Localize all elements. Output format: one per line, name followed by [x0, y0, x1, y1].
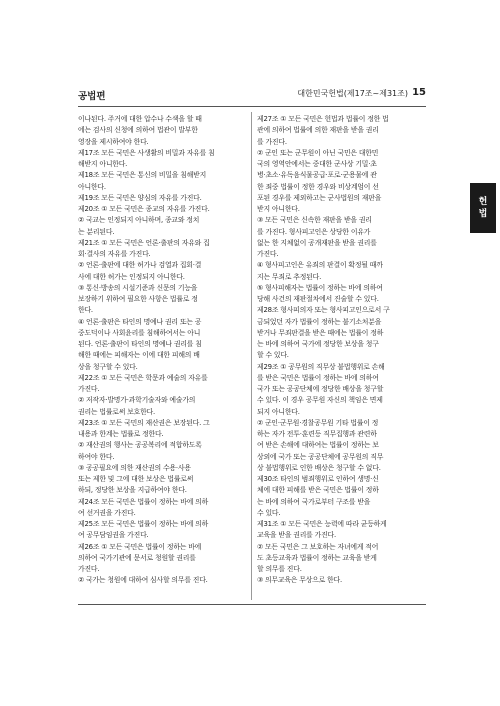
text-line: 가진다. — [78, 385, 100, 393]
section-side-tab — [470, 183, 496, 233]
text-line: 제22조 ① 모든 국민은 학문과 예술의 자유를 — [78, 373, 208, 382]
text-line: 당해 사건의 재판절차에서 진술할 수 있다. — [257, 295, 379, 303]
text-line: 를 받은 국민은 법률이 정하는 바에 의하여 — [257, 373, 379, 382]
text-line: 제27조 ① 모든 국민은 헌법과 법률이 정한 법 — [257, 115, 389, 123]
text-line: 하는 자가 전투·훈련등 직무집행과 관련하 — [257, 430, 377, 438]
text-line: 에는 검사의 신청에 의하여 법관이 발부한 — [78, 126, 198, 135]
text-line: 또는 제한 및 그에 대한 보상은 법률로써 — [78, 475, 194, 483]
text-line: 아니한다. — [78, 182, 106, 191]
text-line: 영장을 제시하여야 한다. — [78, 137, 149, 146]
text-line: 사에 대한 허가는 인정되지 아니한다. — [78, 272, 185, 281]
text-line: 제20조 ① 모든 국민은 종교의 자유를 가진다. — [78, 205, 210, 213]
column-divider — [251, 112, 252, 600]
text-line: 의하여 국가기관에 문서로 청원할 권리를 — [78, 553, 196, 562]
text-line: 되지 아니한다. — [257, 407, 300, 416]
text-line: 하여야 한다. — [78, 452, 115, 461]
text-line: 를 가진다. 형사피고인은 상당한 이유가 — [257, 227, 371, 236]
text-line: 는 바에 의하여 국가로부터 구조를 받을 — [257, 497, 371, 506]
text-line: 해한 때에는 피해자는 이에 대한 피해의 배 — [78, 351, 200, 360]
text-line: 받거나 무죄판결을 받은 때에는 법률이 정하 — [257, 328, 384, 337]
text-line: ② 군인 또는 군무원이 아닌 국민은 대한민 — [257, 148, 379, 157]
text-line: 하되, 정당한 보상을 지급하여야 한다. — [78, 486, 187, 495]
text-line: 할 수 있다. — [257, 351, 289, 360]
text-line: 권리는 법률로써 보호한다. — [78, 407, 155, 416]
text-line: 수 있다. — [257, 508, 281, 517]
page-header — [78, 88, 426, 104]
text-line: ② 군인·군무원·경찰공무원 기타 법률이 정 — [257, 418, 379, 427]
text-line: 도 초등교육과 법률이 정하는 교육을 받게 — [257, 553, 377, 562]
text-line: 병·초소·유독음식물공급·포로·군용물에 관 — [257, 171, 377, 180]
text-line: 한 죄중 법률이 정한 경우와 비상계엄이 선 — [257, 182, 379, 191]
text-line: ④ 형사피고인은 유죄의 판결이 확정될 때까 — [257, 261, 383, 270]
text-line: 제30조 타인의 범죄행위로 인하여 생명·신 — [257, 475, 379, 483]
text-line: 제25조 모든 국민은 법률이 정하는 바에 의하 — [78, 520, 209, 528]
text-line: 내용과 한계는 법률로 정한다. — [78, 430, 164, 438]
text-line: 없는 한 지체없이 공개재판을 받을 권리를 — [257, 238, 377, 247]
text-line: 받지 아니한다. — [257, 205, 300, 213]
text-line: ③ 통신·방송의 시설기준과 신문의 기능을 — [78, 283, 198, 292]
text-line: 된다. 언론·출판이 타인의 명예나 권리를 침 — [78, 340, 202, 348]
text-line: 제17조 모든 국민은 사생활의 비밀과 자유를 침 — [78, 148, 215, 157]
text-line: 체에 대한 피해를 받은 국민은 법률이 정하 — [257, 486, 379, 495]
text-line: 제23조 ① 모든 국민의 재산권은 보장된다. 그 — [78, 418, 210, 427]
text-line: ④ 언론·출판은 타인의 명예나 권리 또는 공 — [78, 317, 202, 326]
text-line: ② 모든 국민은 그 보호하는 자녀에게 적어 — [257, 542, 379, 551]
text-line: ③ 의무교육은 무상으로 한다. — [257, 576, 342, 585]
text-line: ② 국교는 인정되지 아니하며, 종교와 정치 — [78, 216, 200, 225]
text-line: 제21조 ① 모든 국민은 언론·출판의 자유와 집 — [78, 238, 210, 247]
text-line: 제31조 ① 모든 국민은 능력에 따라 균등하게 — [257, 520, 387, 528]
text-line: 는 바에 의하여 국가에 정당한 보상을 청구 — [257, 340, 379, 348]
right-column — [257, 114, 427, 587]
text-line: 여 공무담임권을 가진다. — [78, 531, 149, 540]
text-line: 국가 또는 공공단체에 정당한 배상을 청구할 — [257, 385, 384, 393]
side-tab-char-1: 헌 — [478, 197, 488, 207]
text-line: 여 선거권을 가진다. — [78, 508, 136, 517]
text-line: 상외에 국가 또는 공공단체에 공무원의 직무 — [257, 452, 384, 461]
text-line: 이나된다. 주거에 대한 압수나 수색을 할 때 — [78, 115, 202, 123]
text-line: ③ 공공필요에 의한 재산권의 수용·사용 — [78, 463, 191, 472]
text-line: ⑤ 형사피해자는 법률이 정하는 바에 의하여 — [257, 283, 383, 292]
text-line: 관에 의하여 법률에 의한 재판을 받을 권리 — [257, 126, 379, 135]
text-line: 제29조 ① 공무원의 직무상 불법행위로 손해 — [257, 362, 385, 371]
text-line: 제19조 모든 국민은 양심의 자유를 가진다. — [78, 193, 202, 202]
header-rule — [78, 106, 426, 107]
text-line: 회·결사의 자유를 가진다. — [78, 250, 151, 258]
text-line: 수 있다. 이 경우 공무원 자신의 책임은 면제 — [257, 396, 383, 405]
text-line: ② 언론·출판에 대한 허가나 검열과 집회·결 — [78, 261, 202, 270]
text-line: 는 분리된다. — [78, 227, 115, 236]
page-number: 15 — [412, 87, 426, 98]
text-line: 제26조 ① 모든 국민은 법률이 정하는 바에 — [78, 542, 202, 551]
side-tab-char-2: 법 — [478, 209, 488, 219]
text-line: 가진다. — [78, 565, 100, 573]
text-line: 금되었던 자가 법률이 정하는 불기소처분을 — [257, 317, 382, 326]
text-line: 해받지 아니한다. — [78, 160, 128, 168]
text-line: 국의 영역안에서는 중대한 군사상 기밀·초 — [257, 160, 377, 168]
running-title: 대한민국헌법(제17조~제31조) — [297, 89, 408, 98]
text-line: 지는 무죄로 추정된다. — [257, 272, 322, 281]
text-line: ③ 모든 국민은 신속한 재판을 받을 권리 — [257, 216, 372, 225]
text-line: 상을 청구할 수 있다. — [78, 362, 138, 371]
section-title: 공법편 — [78, 91, 106, 102]
text-line: 를 가진다. — [257, 137, 287, 146]
text-line: 가진다. — [257, 250, 279, 258]
text-line: 포된 경우를 제외하고는 군사법원의 재판을 — [257, 193, 382, 202]
text-line: 한다. — [78, 306, 93, 315]
text-line: 교육을 받을 권리를 가진다. — [257, 531, 336, 540]
text-line: 제28조 형사피의자 또는 형사피고인으로서 구 — [257, 306, 390, 315]
text-line: 중도덕이나 사회윤리를 침해하여서는 아니 — [78, 328, 201, 337]
text-line: 상 불법행위로 인한 배상은 청구할 수 없다. — [257, 463, 381, 472]
left-column — [78, 114, 246, 587]
footer-rule — [78, 604, 426, 605]
text-line: 보장하기 위하여 필요한 사항은 법률로 정 — [78, 295, 198, 303]
text-line: ② 국가는 청원에 대하여 심사할 의무를 진다. — [78, 576, 208, 585]
text-line: ② 저작자·발명가·과학기술자와 예술가의 — [78, 396, 196, 405]
text-line: 제24조 모든 국민은 법률이 정하는 바에 의하 — [78, 497, 209, 506]
text-line: 여 받은 손해에 대하여는 법률이 정하는 보 — [257, 441, 379, 450]
text-line: ② 재산권의 행사는 공공복리에 적합하도록 — [78, 441, 202, 450]
text-line: 할 의무를 진다. — [257, 565, 302, 573]
text-line: 제18조 모든 국민은 통신의 비밀을 침해받지 — [78, 171, 207, 180]
